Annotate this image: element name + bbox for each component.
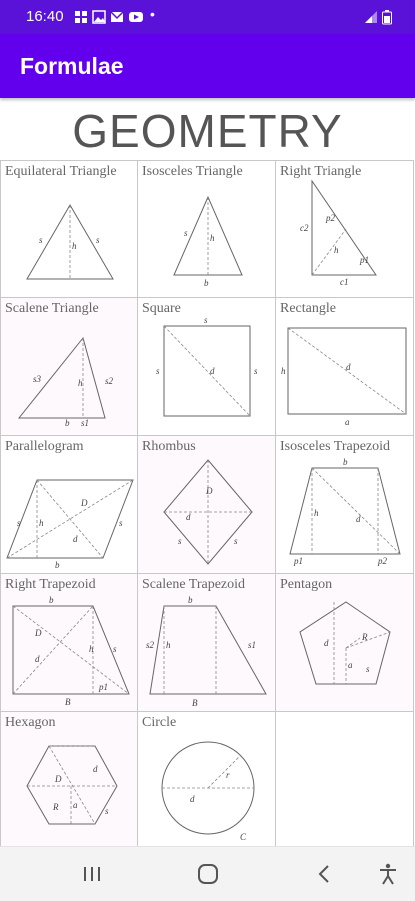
isosceles-triangle-diagram [138, 161, 276, 299]
square-diagram [138, 298, 276, 436]
svg-text:R: R [362, 632, 368, 642]
cell-square[interactable] [138, 298, 276, 436]
svg-text:D: D [55, 774, 62, 784]
formula-grid [0, 160, 415, 846]
svg-text:D: D [35, 628, 42, 638]
svg-text:p2: p2 [326, 213, 335, 223]
cell-title: Rectangle [280, 301, 336, 316]
svg-text:s: s [254, 366, 258, 376]
accessibility-button[interactable] [368, 859, 408, 889]
youtube-notification-icon [128, 10, 144, 24]
svg-text:s: s [39, 235, 43, 245]
svg-text:a: a [348, 660, 353, 670]
svg-text:s: s [178, 536, 182, 546]
status-bar [0, 0, 415, 34]
svg-text:B: B [65, 697, 71, 707]
cell-equilateral-triangle[interactable] [0, 160, 138, 298]
cell-title: Hexagon [5, 715, 56, 730]
cell-rhombus[interactable] [138, 436, 276, 574]
svg-text:p1: p1 [294, 556, 303, 566]
cell-title: Isosceles Trapezoid [280, 439, 391, 454]
svg-text:s1: s1 [248, 640, 257, 650]
svg-text:s: s [105, 806, 109, 816]
svg-text:h: h [166, 640, 171, 650]
svg-text:s: s [119, 518, 123, 528]
svg-text:p2: p2 [378, 556, 387, 566]
signal-icon [364, 10, 378, 24]
app-bar [0, 34, 415, 98]
svg-text:s2: s2 [105, 376, 114, 386]
cell-scalene-trapezoid[interactable] [138, 574, 276, 712]
svg-text:s3: s3 [33, 374, 42, 384]
svg-text:s: s [156, 366, 160, 376]
cell-empty [276, 712, 414, 850]
svg-text:a: a [73, 800, 78, 810]
recent-apps-button[interactable] [72, 859, 112, 889]
svg-text:b: b [49, 595, 54, 605]
mail-notification-icon [110, 10, 124, 24]
svg-text:s: s [184, 228, 188, 238]
svg-text:h: h [334, 245, 339, 255]
cell-isosceles-triangle[interactable] [138, 160, 276, 298]
page-heading: GEOMETRY [72, 105, 343, 157]
svg-text:d: d [93, 764, 98, 774]
svg-text:s: s [17, 518, 21, 528]
svg-text:d: d [73, 534, 78, 544]
svg-text:s: s [234, 536, 238, 546]
svg-text:h: h [72, 241, 77, 251]
cell-pentagon[interactable] [276, 574, 414, 712]
cell-title: Isosceles Triangle [142, 164, 243, 179]
svg-text:r: r [226, 770, 230, 780]
svg-text:d: d [186, 512, 191, 522]
home-icon [197, 863, 219, 885]
svg-text:b: b [65, 418, 70, 428]
rhombus-diagram [138, 436, 276, 574]
svg-text:C: C [240, 832, 247, 842]
parallelogram-diagram [1, 436, 139, 574]
svg-text:b: b [343, 457, 348, 467]
cell-title: Scalene Trapezoid [142, 577, 246, 592]
svg-text:B: B [192, 698, 198, 708]
navigation-bar [0, 846, 415, 901]
back-icon [316, 864, 332, 884]
back-button[interactable] [304, 859, 344, 889]
right-triangle-diagram [276, 161, 414, 299]
svg-text:c2: c2 [300, 223, 309, 233]
cell-title: Scalene Triangle [5, 301, 99, 316]
svg-text:h: h [78, 378, 83, 388]
svg-text:s: s [96, 235, 100, 245]
svg-text:d: d [190, 794, 195, 804]
svg-text:h: h [314, 508, 319, 518]
cell-isosceles-trapezoid[interactable] [276, 436, 414, 574]
cell-rectangle[interactable] [276, 298, 414, 436]
svg-text:b: b [204, 278, 209, 288]
scalene-trapezoid-diagram [138, 574, 276, 712]
cell-right-triangle[interactable] [276, 160, 414, 298]
accessibility-icon [378, 863, 398, 885]
home-button[interactable] [188, 859, 228, 889]
svg-text:D: D [81, 498, 88, 508]
image-notification-icon [92, 10, 106, 24]
svg-text:s1: s1 [81, 418, 90, 428]
right-trapezoid-diagram [1, 574, 139, 712]
svg-text:h: h [210, 233, 215, 243]
svg-text:R: R [53, 802, 59, 812]
svg-text:c1: c1 [340, 277, 349, 287]
svg-text:d: d [356, 514, 361, 524]
cell-title: Rhombus [142, 439, 196, 454]
cell-title: Pentagon [280, 577, 333, 592]
more-notifications-dot: • [150, 6, 155, 22]
cell-title: Right Trapezoid [5, 577, 96, 592]
app-title: Formulae [20, 53, 124, 79]
cell-title: Square [142, 301, 181, 316]
cell-title: Right Triangle [280, 164, 362, 179]
recent-apps-icon [82, 865, 102, 883]
equilateral-triangle-diagram [1, 161, 139, 299]
svg-text:d: d [324, 638, 329, 648]
status-time: 16:40 [26, 8, 64, 25]
hexagon-diagram [1, 712, 139, 850]
cell-scalene-triangle[interactable] [0, 298, 138, 436]
cell-title: Circle [142, 715, 177, 730]
svg-text:d: d [210, 366, 215, 376]
svg-text:p1: p1 [360, 255, 369, 265]
svg-text:p1: p1 [99, 682, 108, 692]
cell-parallelogram[interactable] [0, 436, 138, 574]
circle-diagram [138, 712, 276, 850]
svg-text:s: s [204, 315, 208, 325]
cell-title: Equilateral Triangle [5, 164, 117, 179]
svg-text:d: d [346, 362, 351, 372]
svg-text:s: s [113, 644, 117, 654]
scalene-triangle-diagram [1, 298, 139, 436]
svg-text:D: D [206, 486, 213, 496]
isosceles-trapezoid-diagram [276, 436, 414, 574]
grid-notification-icon [74, 10, 88, 24]
svg-text:h: h [281, 366, 286, 376]
battery-icon [382, 10, 392, 25]
svg-text:s: s [366, 664, 370, 674]
cell-circle[interactable] [138, 712, 276, 850]
cell-right-trapezoid[interactable] [0, 574, 138, 712]
svg-text:h: h [89, 644, 94, 654]
cell-title: Parallelogram [5, 439, 84, 454]
rectangle-diagram [276, 298, 414, 436]
cell-hexagon[interactable] [0, 712, 138, 850]
svg-text:b: b [55, 560, 60, 570]
svg-text:h: h [39, 518, 44, 528]
svg-text:d: d [35, 654, 40, 664]
pentagon-diagram [276, 574, 414, 712]
svg-text:b: b [188, 595, 193, 605]
svg-text:s2: s2 [146, 640, 155, 650]
svg-text:a: a [345, 417, 350, 427]
